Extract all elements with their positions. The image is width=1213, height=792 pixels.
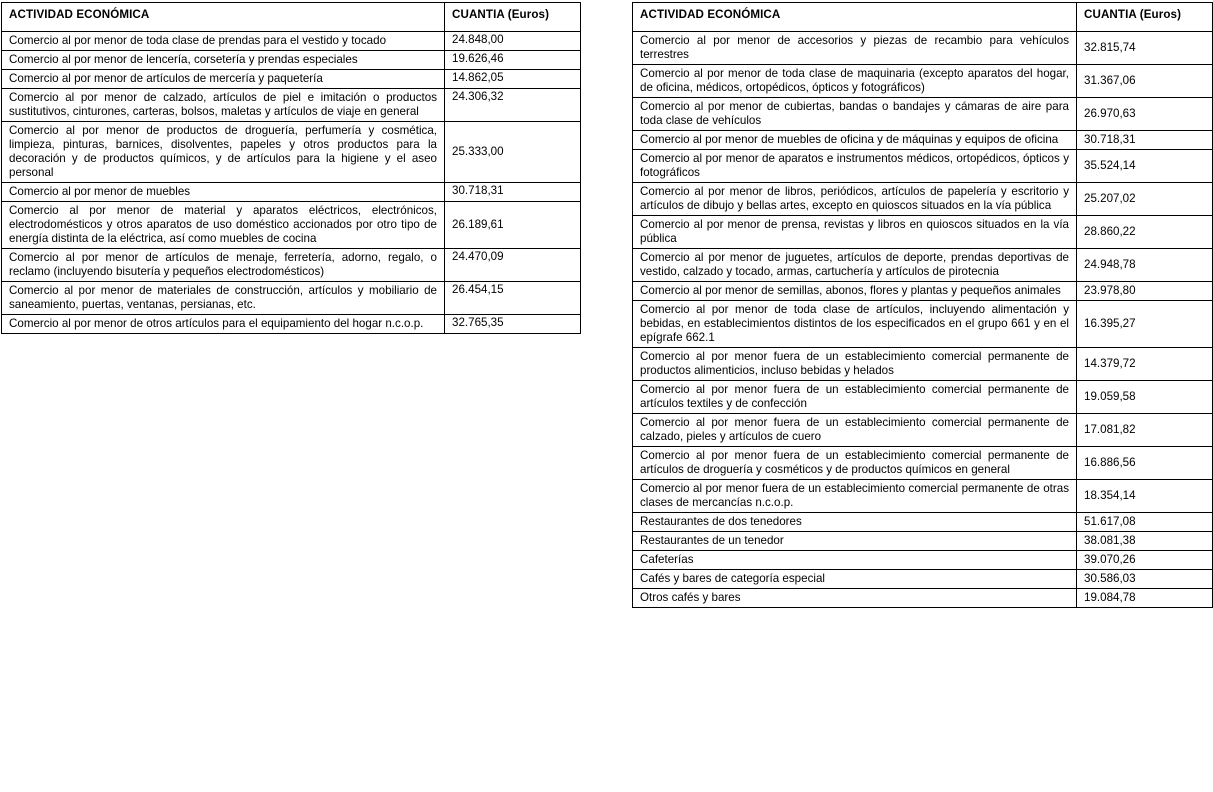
- activity-cell: Restaurantes de dos tenedores: [633, 513, 1077, 532]
- activity-cell: Restaurantes de un tenedor: [633, 532, 1077, 551]
- amount-cell: 24.470,09: [445, 249, 581, 282]
- table-row: [633, 183, 1213, 216]
- table-row: [633, 249, 1213, 282]
- table-row: [633, 381, 1213, 414]
- amount-cell: 24.948,78: [1077, 249, 1213, 282]
- table-row: [633, 348, 1213, 381]
- table-row: [633, 480, 1213, 513]
- table-row: [2, 89, 581, 122]
- activity-cell: Comercio al por menor fuera de un establecimiento comercial permanente de artículos textiles y de confección: [633, 381, 1077, 414]
- table-row: [2, 32, 581, 51]
- table-row: [633, 414, 1213, 447]
- amount-cell: 31.367,06: [1077, 65, 1213, 98]
- activity-cell: Comercio al por menor de otros artículos para el equipamiento del hogar n.c.o.p.: [2, 315, 445, 334]
- amount-cell: 32.765,35: [445, 315, 581, 334]
- amount-cell: 32.815,74: [1077, 32, 1213, 65]
- amount-cell: 23.978,80: [1077, 282, 1213, 301]
- activity-cell: Comercio al por menor fuera de un establecimiento comercial permanente de calzado, pieles y artículos de cuero: [633, 414, 1077, 447]
- activity-cell: Comercio al por menor de muebles: [2, 183, 445, 202]
- amount-cell: 17.081,82: [1077, 414, 1213, 447]
- amount-cell: 24.306,32: [445, 89, 581, 122]
- table-row: [633, 150, 1213, 183]
- activity-cell: Comercio al por menor de toda clase de artículos, incluyendo alimentación y bebidas, en establecimientos distintos de los especificados en el grupo 661 y en el epígrafe 662.1: [633, 301, 1077, 348]
- activity-cell: Comercio al por menor de muebles de oficina y de máquinas y equipos de oficina: [633, 131, 1077, 150]
- activity-table-right: [632, 2, 1213, 608]
- activity-cell: Otros cafés y bares: [633, 589, 1077, 608]
- header-amount: CUANTIA (Euros): [445, 3, 581, 32]
- amount-cell: 14.379,72: [1077, 348, 1213, 381]
- table-row: [633, 570, 1213, 589]
- amount-cell: 14.862,05: [445, 70, 581, 89]
- amount-cell: 30.586,03: [1077, 570, 1213, 589]
- header-activity: ACTIVIDAD ECONÓMICA: [633, 3, 1077, 32]
- table-row: [2, 282, 581, 315]
- header-amount: CUANTIA (Euros): [1077, 3, 1213, 32]
- table-row: [2, 249, 581, 282]
- amount-cell: 18.354,14: [1077, 480, 1213, 513]
- table-row: [633, 589, 1213, 608]
- table-row: [633, 513, 1213, 532]
- activity-cell: Comercio al por menor de artículos de mercería y paquetería: [2, 70, 445, 89]
- table-row: [633, 98, 1213, 131]
- table-header-row: [633, 3, 1213, 32]
- activity-cell: Comercio al por menor fuera de un establecimiento comercial permanente de otras clases de mercancías n.c.o.p.: [633, 480, 1077, 513]
- amount-cell: 26.189,61: [445, 202, 581, 249]
- header-activity: ACTIVIDAD ECONÓMICA: [2, 3, 445, 32]
- table-row: [2, 51, 581, 70]
- activity-cell: Comercio al por menor de prensa, revistas y libros en quioscos situados en la vía pública: [633, 216, 1077, 249]
- table-row: [633, 447, 1213, 480]
- table-row: [2, 315, 581, 334]
- activity-cell: Cafés y bares de categoría especial: [633, 570, 1077, 589]
- table-row: [633, 131, 1213, 150]
- table-row: [2, 202, 581, 249]
- table-row: [2, 70, 581, 89]
- activity-cell: Comercio al por menor de material y aparatos eléctricos, electrónicos, electrodomésticos y otros aparatos de uso doméstico accionados por otro tipo de energía distinta de la eléctrica, así como muebles de cocina: [2, 202, 445, 249]
- table-row: [633, 216, 1213, 249]
- amount-cell: 30.718,31: [1077, 131, 1213, 150]
- table-body-left: [2, 32, 581, 334]
- activity-cell: Comercio al por menor de juguetes, artículos de deporte, prendas deportivas de vestido, calzado y tocado, armas, cartuchería y artículos de pirotecnia: [633, 249, 1077, 282]
- activity-cell: Comercio al por menor de lencería, corsetería y prendas especiales: [2, 51, 445, 70]
- table-row: [633, 282, 1213, 301]
- table-row: [633, 301, 1213, 348]
- activity-cell: Comercio al por menor de libros, periódicos, artículos de papelería y escritorio y artículos de dibujo y bellas artes, excepto en quioscos situados en la vía pública: [633, 183, 1077, 216]
- activity-cell: Comercio al por menor de cubiertas, bandas o bandajes y cámaras de aire para toda clase de vehículos: [633, 98, 1077, 131]
- activity-cell: Comercio al por menor de accesorios y piezas de recambio para vehículos terrestres: [633, 32, 1077, 65]
- activity-cell: Comercio al por menor de productos de droguería, perfumería y cosmética, limpieza, pinturas, barnices, disolventes, papeles y otros productos para la decoración y de productos químicos, y de artículos para la higiene y el aseo personal: [2, 122, 445, 183]
- table-row: [633, 32, 1213, 65]
- table-row: [633, 532, 1213, 551]
- amount-cell: 51.617,08: [1077, 513, 1213, 532]
- activity-cell: Comercio al por menor de semillas, abonos, flores y plantas y pequeños animales: [633, 282, 1077, 301]
- activity-cell: Comercio al por menor de materiales de construcción, artículos y mobiliario de saneamiento, puertas, ventanas, persianas, etc.: [2, 282, 445, 315]
- table-header-row: [2, 3, 581, 32]
- activity-cell: Comercio al por menor fuera de un establecimiento comercial permanente de productos alimenticios, incluso bebidas y helados: [633, 348, 1077, 381]
- amount-cell: 19.626,46: [445, 51, 581, 70]
- amount-cell: 35.524,14: [1077, 150, 1213, 183]
- amount-cell: 19.059,58: [1077, 381, 1213, 414]
- amount-cell: 25.207,02: [1077, 183, 1213, 216]
- activity-cell: Comercio al por menor de toda clase de maquinaria (excepto aparatos del hogar, de oficina, médicos, ortopédicos, ópticos y fotográficos): [633, 65, 1077, 98]
- activity-cell: Comercio al por menor de toda clase de prendas para el vestido y tocado: [2, 32, 445, 51]
- amount-cell: 38.081,38: [1077, 532, 1213, 551]
- amount-cell: 19.084,78: [1077, 589, 1213, 608]
- table-row: [633, 65, 1213, 98]
- activity-cell: Comercio al por menor de artículos de menaje, ferretería, adorno, regalo, o reclamo (incluyendo bisutería y pequeños electrodomésticos): [2, 249, 445, 282]
- amount-cell: 24.848,00: [445, 32, 581, 51]
- activity-cell: Comercio al por menor de aparatos e instrumentos médicos, ortopédicos, ópticos y fotográficos: [633, 150, 1077, 183]
- table-row: [2, 183, 581, 202]
- amount-cell: 26.454,15: [445, 282, 581, 315]
- activity-cell: Cafeterías: [633, 551, 1077, 570]
- activity-cell: Comercio al por menor fuera de un establecimiento comercial permanente de artículos de droguería y cosméticos y de productos químicos en general: [633, 447, 1077, 480]
- activity-cell: Comercio al por menor de calzado, artículos de piel e imitación o productos sustitutivos, cinturones, carteras, bolsos, maletas y artículos de viaje en general: [2, 89, 445, 122]
- table-row: [2, 122, 581, 183]
- amount-cell: 16.886,56: [1077, 447, 1213, 480]
- activity-table-left: [1, 2, 581, 334]
- amount-cell: 26.970,63: [1077, 98, 1213, 131]
- table-body-right: [633, 32, 1213, 608]
- table-row: [633, 551, 1213, 570]
- amount-cell: 25.333,00: [445, 122, 581, 183]
- amount-cell: 28.860,22: [1077, 216, 1213, 249]
- amount-cell: 39.070,26: [1077, 551, 1213, 570]
- amount-cell: 30.718,31: [445, 183, 581, 202]
- amount-cell: 16.395,27: [1077, 301, 1213, 348]
